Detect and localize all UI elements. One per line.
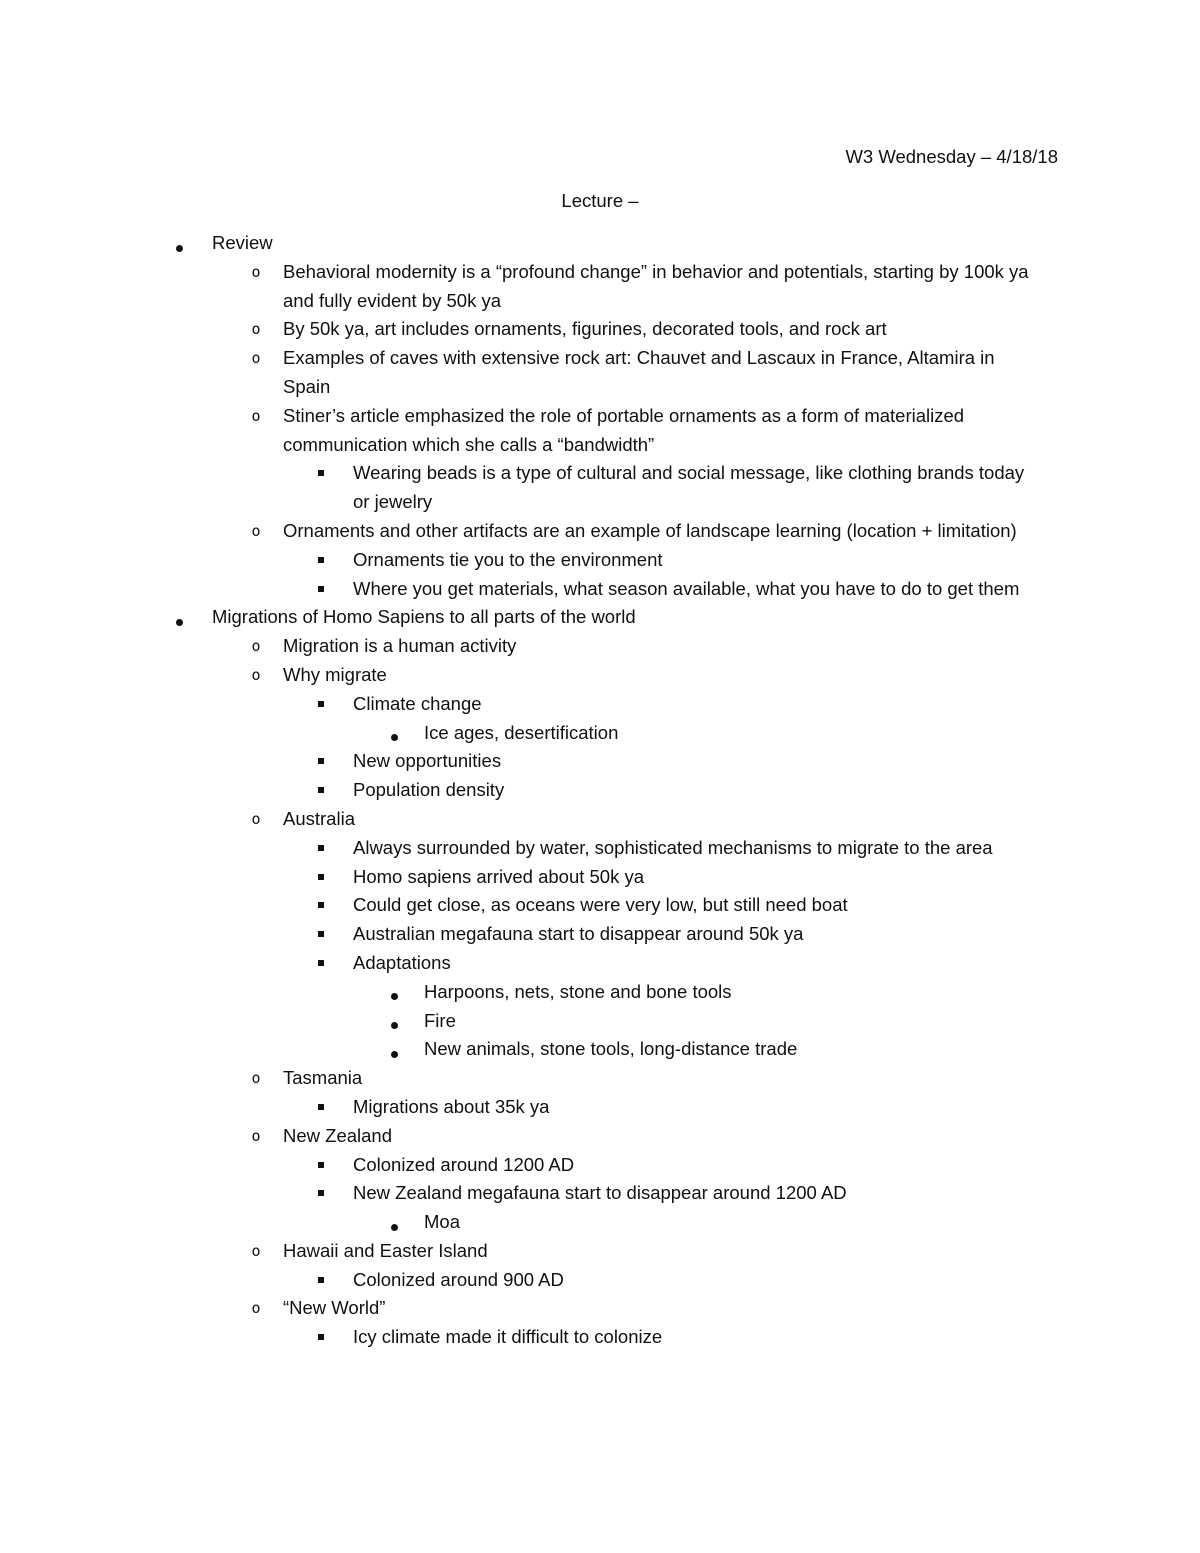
bullet-square-icon [311,776,331,806]
bullet-square-icon [311,747,331,777]
outline-item-level-4 [0,1035,1040,1064]
outline-item-text: Australia [283,807,355,829]
outline-item-text: Behavioral modernity is a “profound change” in behavior and potentials, starting by 100k ya and fully evident by 50k ya [283,260,1029,311]
outline-item-text: Homo sapiens arrived about 50k ya [353,865,645,887]
bullet-circle-icon [246,1064,266,1094]
bullet-square-icon [311,1093,331,1123]
outline-item-text: “New World” [283,1297,386,1319]
outline-item-level-3 [0,575,1040,604]
outline-item-text: Could get close, as oceans were very low, but still need boat [353,894,848,916]
outline-item-level-2 [0,344,1040,402]
bullet-circle-icon [246,402,266,432]
outline-item-text: Review [212,232,273,253]
bullet-square-icon [311,1179,331,1209]
outline-item-level-2 [0,805,1040,834]
outline-item-text: By 50k ya, art includes ornaments, figurines, decorated tools, and rock art [283,318,887,340]
outline-item-level-2 [0,632,1040,661]
outline-item-text: New Zealand megafauna start to disappear around 1200 AD [353,1182,847,1204]
bullet-disc-icon [384,1208,404,1237]
outline-item-level-3 [0,1266,1040,1295]
outline-item-text: Fire [424,1009,456,1031]
outline-item-level-3 [0,1151,1040,1180]
outline-item-text: Tasmania [283,1067,363,1089]
bullet-square-icon [311,1266,331,1296]
outline-item-text: Migrations about 35k ya [353,1095,550,1117]
bullet-square-icon [311,891,331,921]
lecture-outline [0,229,1200,1352]
bullet-circle-icon [246,258,266,288]
bullet-circle-icon [246,1122,266,1152]
outline-item-level-1 [0,229,1040,258]
outline-item-level-2 [0,517,1040,546]
outline-item-level-2 [0,315,1040,344]
bullet-disc-icon [169,603,189,632]
outline-item-level-4 [0,978,1040,1007]
outline-item-text: Moa [424,1211,460,1233]
date-heading: W3 Wednesday – 4/18/18 [845,146,1058,167]
bullet-square-icon [311,575,331,605]
outline-item-text: Migrations of Homo Sapiens to all parts of the world [212,606,636,628]
bullet-square-icon [311,949,331,979]
bullet-circle-icon [246,517,266,547]
bullet-disc-icon [384,978,404,1007]
outline-item-text: Why migrate [283,663,387,685]
outline-item-text: New Zealand [283,1124,393,1146]
outline-item-level-4 [0,1208,1040,1237]
bullet-square-icon [311,1151,331,1181]
bullet-circle-icon [246,661,266,691]
bullet-square-icon [311,863,331,893]
outline-item-level-3 [0,1323,1040,1352]
outline-item-text: Where you get materials, what season available, what you have to do to get them [353,577,1020,599]
outline-item-level-2 [0,258,1040,316]
bullet-circle-icon [246,344,266,374]
bullet-disc-icon [384,1035,404,1064]
outline-item-level-3 [0,690,1040,719]
bullet-square-icon [311,1323,331,1353]
outline-item-text: Adaptations [353,951,451,973]
outline-item-text: Climate change [353,692,482,714]
outline-item-level-3 [0,747,1040,776]
outline-item-level-3 [0,1093,1040,1122]
outline-item-level-3 [0,891,1040,920]
bullet-disc-icon [384,1007,404,1036]
bullet-square-icon [311,690,331,720]
bullet-square-icon [311,459,331,489]
outline-item-level-2 [0,661,1040,690]
outline-item-level-3 [0,1179,1040,1208]
bullet-disc-icon [384,719,404,748]
bullet-circle-icon [246,805,266,835]
outline-item-text: Migration is a human activity [283,635,517,657]
outline-item-text: Examples of caves with extensive rock art: Chauvet and Lascaux in France, Altamira in Spain [283,347,995,397]
outline-item-level-2 [0,1064,1040,1093]
outline-item-level-3 [0,834,1040,863]
outline-item-level-3 [0,863,1040,892]
bullet-square-icon [311,546,331,576]
outline-item-text: Ornaments tie you to the environment [353,548,663,570]
outline-item-text: Hawaii and Easter Island [283,1239,488,1261]
outline-item-level-3 [0,459,1040,517]
bullet-circle-icon [246,1294,266,1324]
bullet-square-icon [311,920,331,950]
bullet-disc-icon [169,229,189,258]
outline-item-level-2 [0,1237,1040,1266]
outline-item-level-3 [0,546,1040,575]
outline-item-level-1 [0,603,1040,632]
outline-item-text: Ice ages, desertification [424,721,619,743]
outline-item-level-3 [0,949,1040,978]
lecture-title: Lecture – [561,190,639,211]
bullet-circle-icon [246,632,266,662]
outline-item-level-4 [0,1007,1040,1036]
outline-item-text: Colonized around 1200 AD [353,1153,575,1175]
bullet-circle-icon [246,1237,266,1267]
outline-item-text: Stiner’s article emphasized the role of portable ornaments as a form of materialized communication which she calls a “bandwidth” [283,404,965,455]
outline-item-text: New animals, stone tools, long-distance trade [424,1038,798,1060]
bullet-circle-icon [246,315,266,345]
bullet-square-icon [311,834,331,864]
outline-item-text: Icy climate made it difficult to colonize [353,1326,663,1348]
outline-item-level-2 [0,1294,1040,1323]
outline-item-text: Population density [353,779,505,801]
outline-item-level-3 [0,776,1040,805]
outline-item-level-3 [0,920,1040,949]
outline-item-text: Colonized around 900 AD [353,1268,564,1290]
outline-item-text: Australian megafauna start to disappear around 50k ya [353,923,804,945]
outline-item-text: New opportunities [353,750,502,772]
outline-item-level-2 [0,1122,1040,1151]
outline-item-text: Wearing beads is a type of cultural and social message, like clothing brands today or jewelry [353,462,1025,513]
outline-item-text: Always surrounded by water, sophisticated mechanisms to migrate to the area [353,836,993,858]
outline-item-level-2 [0,402,1040,460]
outline-item-text: Ornaments and other artifacts are an example of landscape learning (location + limitation) [283,519,1017,541]
outline-item-level-4 [0,719,1040,748]
outline-item-text: Harpoons, nets, stone and bone tools [424,980,732,1002]
